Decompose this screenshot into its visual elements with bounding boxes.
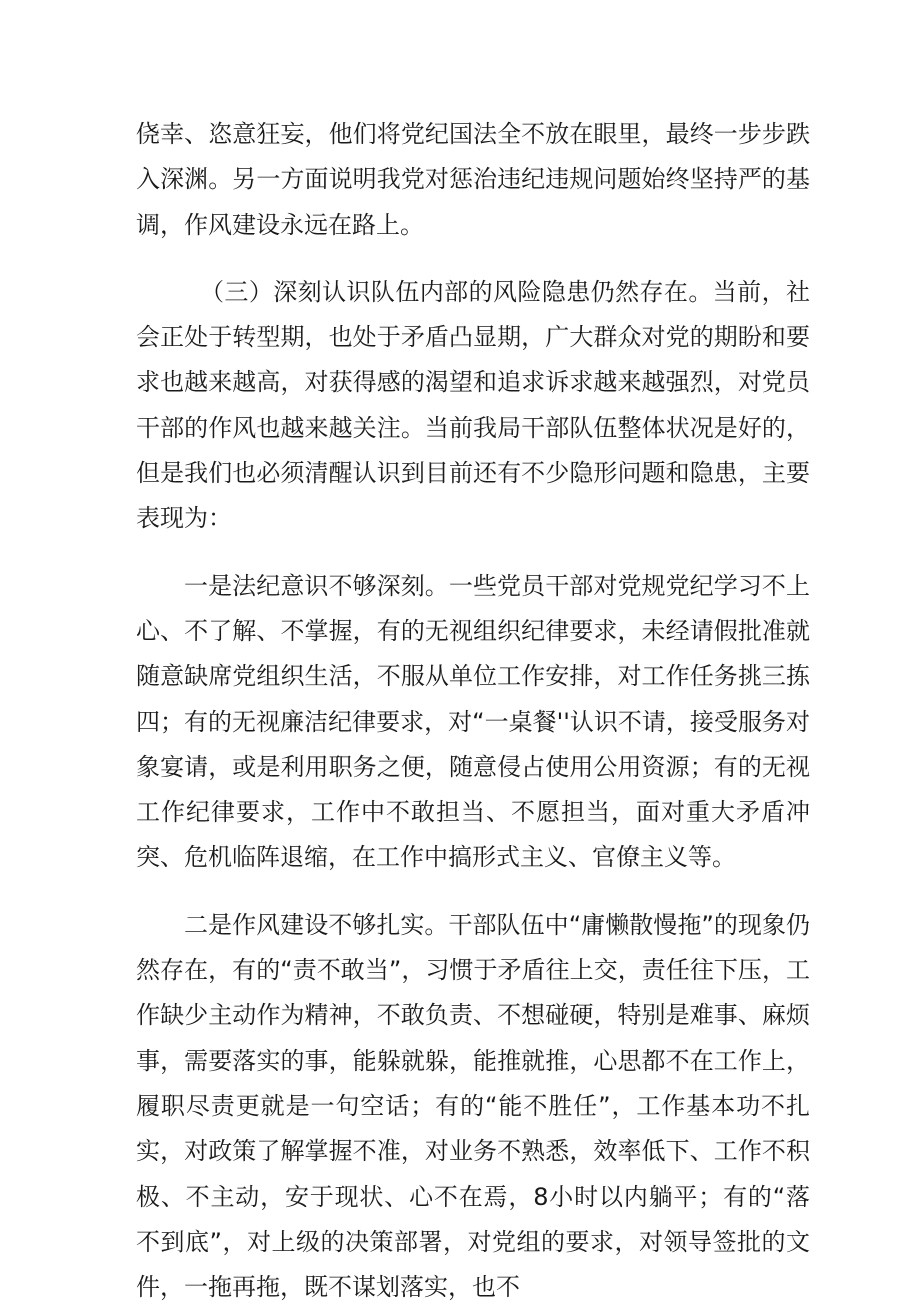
paragraph-point-one: 一是法纪意识不够深刻。一些党员干部对党规党纪学习不上心、不了解、不掌握，有的无视组织纪律要求，未经请假批准就随意缺席党组织生活，不服从单位工作安排，对工作任务挑三拣四；有的无视廉洁纪律要求，对“一桌餐''认识不请，接受服务对象宴请，或是利用职务之便，随意侵占使用公用资源；有的无视工作纪律要求，工作中不敢担当、不愿担当，面对重大矛盾冲突、危机临阵退缩，在工作中搞形式主义、官僚主义等。 [136,571,810,872]
paragraph-section-three: （三）深刻认识队伍内部的风险隐患仍然存在。当前，社会正处于转型期，也处于矛盾凸显期，广大群众对党的期盼和要求也越来越高，对获得感的渴望和追求诉求越来越强烈，对党员干部的作风也越来越关注。当前我局干部队伍整体状况是好的，但是我们也必须清醒认识到目前还有不少隐形问题和隐患，主要表现为： [136,277,810,533]
paragraph-point-two: 二是作风建设不够扎实。干部队伍中“庸懒散慢拖”的现象仍然存在，有的“责不敢当”，习惯于矛盾往上交，责任往下压，工作缺少主动作为精神，不敢负责、不想碰硬，特别是难事、麻烦事，需要落实的事，能躲就躲，能推就推，心思都不在工作上，履职尽责更就是一句空话；有的“能不胜任”，工作基本功不扎实，对政策了解掌握不准，对业务不熟悉，效率低下、工作不积极、不主动，安于现状、心不在焉，8小时以内躺平；有的“落不到底”，对上级的决策部署，对党组的要求，对领导签批的文件，一拖再拖，既不谋划落实，也不 [136,910,810,1302]
paragraph-continuation: 侥幸、恣意狂妄，他们将党纪国法全不放在眼里，最终一步步跌入深渊。另一方面说明我党对惩治违纪违规问题始终坚持严的基调，作风建设永远在路上。 [136,120,810,239]
